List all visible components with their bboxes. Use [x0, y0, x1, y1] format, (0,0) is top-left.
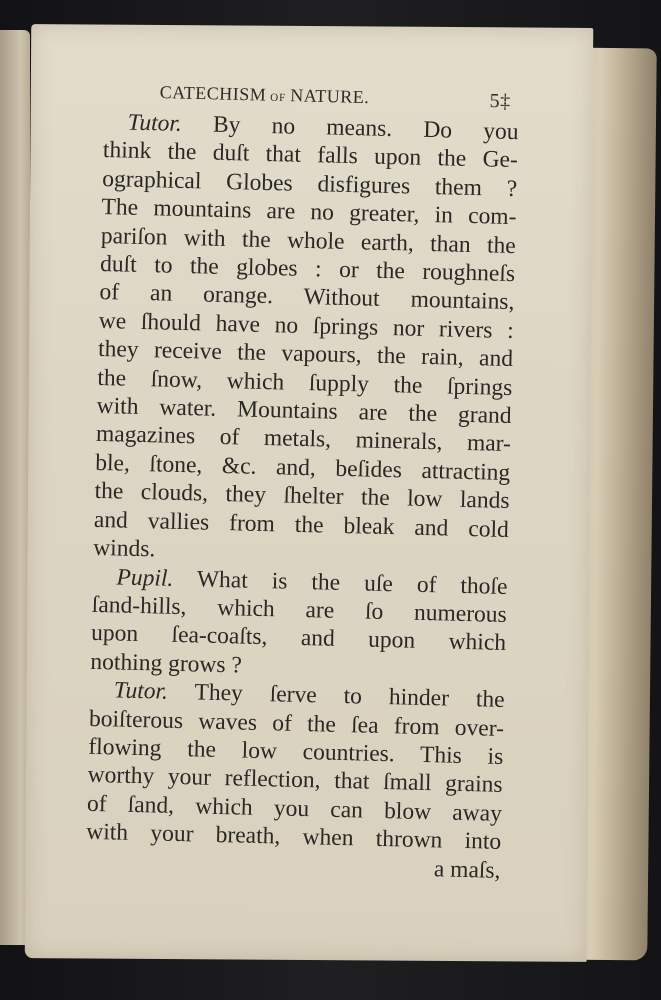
text-line: ſand-hills, which are ſo numerous — [91, 591, 508, 628]
text-line: they receive the vapours, the rain, and — [97, 336, 514, 373]
text-line: of ſand, which you can blow away — [86, 790, 503, 827]
header-title-nature: NATURE. — [290, 85, 370, 108]
body-text — [85, 108, 529, 885]
speaker-label: Tutor. — [113, 677, 169, 705]
text-line: ble, ſtone, &c. and, beſides attracting — [95, 449, 511, 486]
text-line: worthy your reflection, that ſmall grains — [87, 762, 503, 799]
header-title-catechism: CATECHISM — [159, 82, 267, 105]
text-line: upon ſea-coaſts, and upon which — [90, 620, 507, 657]
speaker-label: Pupil. — [116, 563, 174, 592]
text-line: winds. — [92, 534, 156, 563]
catchword-line: a maſs, — [433, 855, 501, 884]
text-line: with water. Mountains are the grand — [96, 392, 512, 430]
text-line: ographical Globes disfigures them ? — [101, 165, 518, 202]
text-line: duſt to the globes : or the roughneſs — [99, 250, 516, 288]
text-line: the clouds, they ſhelter the low lands — [94, 478, 510, 515]
text-line: flowing the low countries. This is — [88, 733, 504, 770]
text-line: with your breath, when thrown into — [85, 818, 502, 856]
text-line: magazines of metals, minerals, mar- — [95, 421, 512, 458]
text-line: The mountains are no greater, in com- — [101, 194, 517, 231]
text-line: we ſhould have no ſprings nor rivers : — [98, 307, 514, 344]
speaker-label: Tutor. — [127, 109, 183, 137]
page-number: 5‡ — [489, 90, 511, 113]
text-line: of an orange. Without mountains, — [99, 279, 515, 316]
text-line: pariſon with the whole earth, than the — [100, 222, 517, 259]
text-line: think the duſt that falls upon the Ge- — [102, 137, 519, 174]
text-line: Tutor. They ſerve to hinder the — [113, 677, 505, 714]
text-line: and vallies from the bleak and cold — [93, 506, 510, 543]
header-title-of: OF — [270, 91, 287, 105]
text-line: Tutor. By no means. Do you — [127, 109, 519, 146]
text-line: Pupil. What is the uſe of thoſe — [116, 563, 508, 600]
text-line: the ſnow, which ſupply the ſprings — [97, 364, 513, 401]
text-line: nothing grows ? — [90, 648, 243, 679]
text-line: boiſterous waves of the ſea from over- — [88, 705, 505, 742]
